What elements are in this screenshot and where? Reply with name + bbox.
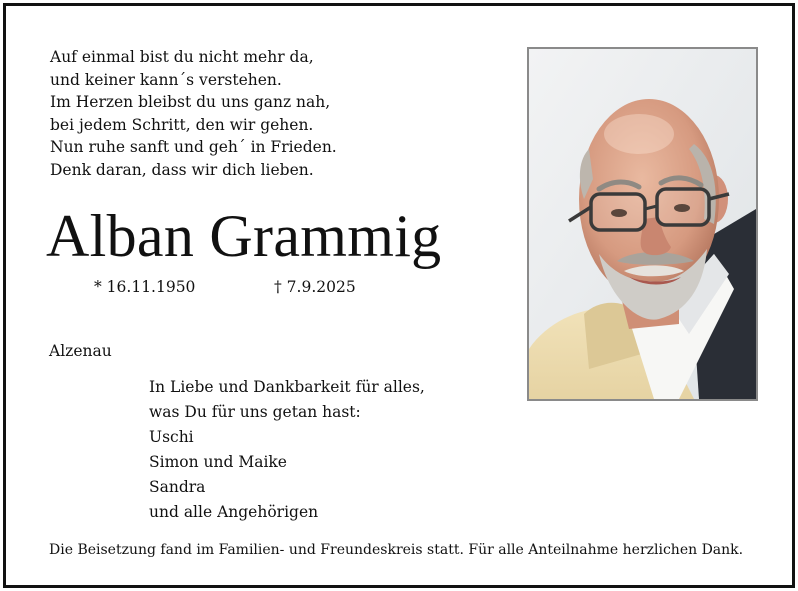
portrait-illustration [529, 49, 756, 399]
death-date: † 7.9.2025 [274, 278, 356, 296]
poem-line: Auf einmal bist du nicht mehr da, [50, 48, 314, 66]
portrait-photo [527, 47, 758, 401]
poem [50, 46, 337, 181]
mourners-line: Simon und Maike [149, 453, 287, 471]
obituary-frame [3, 3, 795, 588]
mourners-line: und alle Angehörigen [149, 503, 319, 521]
deceased-name: Alban Grammig [46, 203, 442, 269]
mourners-line: Sandra [149, 478, 206, 496]
poem-line: Nun ruhe sanft und geh´ in Frieden. [50, 138, 337, 156]
mourners [149, 375, 425, 525]
footer-note: Die Beisetzung fand im Familien- und Freundeskreis statt. Für alle Anteilnahme herzlichen Dank. [49, 542, 744, 558]
poem-line: Denk daran, dass wir dich lieben. [50, 160, 314, 179]
mourners-line: was Du für uns getan hast: [149, 403, 361, 421]
poem-line: bei jedem Schritt, den wir gehen. [50, 115, 314, 134]
birth-date: * 16.11.1950 [94, 278, 196, 296]
poem-line: Im Herzen bleibst du uns ganz nah, [50, 93, 331, 111]
mourners-line: In Liebe und Dankbarkeit für alles, [149, 378, 425, 396]
mourners-line: Uschi [149, 428, 194, 446]
poem-line: und keiner kann´s verstehen. [50, 70, 282, 89]
place: Alzenau [49, 342, 112, 360]
